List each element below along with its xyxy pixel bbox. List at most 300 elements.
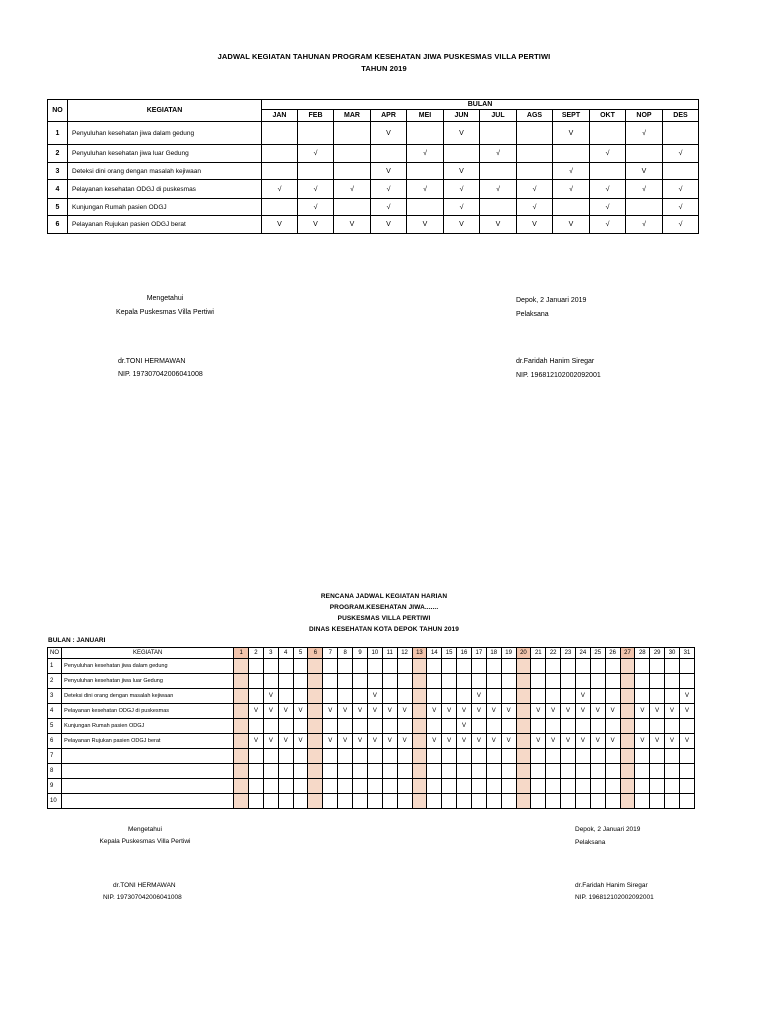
row-number: 4 bbox=[48, 180, 68, 199]
month-header-apr: APR bbox=[371, 110, 407, 122]
day-cell bbox=[382, 749, 397, 764]
day-cell bbox=[457, 674, 472, 689]
day-cell bbox=[486, 779, 501, 794]
day-mark-cell: V bbox=[338, 734, 353, 749]
day-mark-cell: V bbox=[546, 734, 561, 749]
day-header-13: 13 bbox=[412, 648, 427, 659]
day-cell bbox=[516, 659, 531, 674]
schedule-mark-cell: √ bbox=[517, 199, 553, 216]
activity-name bbox=[62, 749, 234, 764]
day-cell bbox=[546, 719, 561, 734]
day-cell bbox=[308, 794, 323, 809]
day-cell bbox=[353, 659, 368, 674]
day-cell bbox=[546, 674, 561, 689]
day-mark-cell: V bbox=[293, 704, 308, 719]
schedule-mark-cell bbox=[334, 163, 371, 180]
day-mark-cell: V bbox=[665, 734, 680, 749]
day-mark-cell: V bbox=[338, 704, 353, 719]
month-header-jul: JUL bbox=[480, 110, 517, 122]
day-cell bbox=[471, 674, 486, 689]
day-cell bbox=[665, 794, 680, 809]
day-cell bbox=[397, 674, 412, 689]
day-cell bbox=[486, 719, 501, 734]
day-cell bbox=[442, 779, 457, 794]
day-mark-cell: V bbox=[382, 704, 397, 719]
day-cell bbox=[561, 749, 576, 764]
day-cell bbox=[427, 674, 442, 689]
daily-sig-right-name: dr.Faridah Hanim Siregar bbox=[575, 882, 648, 889]
activity-name: Penyuluhan kesehatan jiwa dalam gedung bbox=[62, 659, 234, 674]
activity-name: Pelayanan kesehatan ODGJ di puskesmas bbox=[68, 180, 262, 199]
day-cell bbox=[278, 674, 293, 689]
day-cell bbox=[546, 749, 561, 764]
day-cell bbox=[353, 719, 368, 734]
schedule-mark-cell: √ bbox=[298, 180, 334, 199]
day-cell bbox=[263, 764, 278, 779]
day-cell bbox=[323, 659, 338, 674]
row-number: 10 bbox=[48, 794, 62, 809]
activity-name bbox=[62, 794, 234, 809]
day-cell bbox=[561, 794, 576, 809]
day-mark-cell: V bbox=[679, 734, 694, 749]
day-cell bbox=[338, 659, 353, 674]
day-cell bbox=[249, 719, 264, 734]
schedule-mark-cell: √ bbox=[626, 180, 663, 199]
day-header-5: 5 bbox=[293, 648, 308, 659]
row-number: 8 bbox=[48, 764, 62, 779]
day-cell bbox=[590, 659, 605, 674]
schedule-mark-cell bbox=[334, 145, 371, 163]
schedule-mark-cell bbox=[334, 122, 371, 145]
day-header-8: 8 bbox=[338, 648, 353, 659]
daily-row-3 bbox=[48, 689, 695, 704]
row-number: 3 bbox=[48, 163, 68, 180]
day-header-9: 9 bbox=[353, 648, 368, 659]
schedule-mark-cell bbox=[262, 145, 298, 163]
schedule-mark-cell: √ bbox=[371, 180, 407, 199]
day-mark-cell: V bbox=[442, 704, 457, 719]
day-cell bbox=[278, 764, 293, 779]
activity-name: Pelayanan Rujukan pasien ODGJ berat bbox=[62, 734, 234, 749]
annual-sig-left-line2: Kepala Puskesmas Villa Pertiwi bbox=[116, 309, 214, 316]
day-cell bbox=[353, 749, 368, 764]
day-cell bbox=[234, 764, 249, 779]
day-cell bbox=[412, 659, 427, 674]
day-mark-cell: V bbox=[323, 704, 338, 719]
daily-sig-left-nip: NIP. 197307042006041008 bbox=[103, 894, 182, 901]
day-cell bbox=[427, 764, 442, 779]
day-cell bbox=[249, 764, 264, 779]
day-cell bbox=[382, 674, 397, 689]
annual-sig-right-line2: Pelaksana bbox=[516, 311, 549, 318]
day-header-6: 6 bbox=[308, 648, 323, 659]
daily-title-4: DINAS KESEHATAN KOTA DEPOK TAHUN 2019 bbox=[309, 626, 459, 633]
day-cell bbox=[442, 794, 457, 809]
day-mark-cell: V bbox=[249, 734, 264, 749]
day-header-11: 11 bbox=[382, 648, 397, 659]
day-mark-cell: V bbox=[575, 689, 590, 704]
day-cell bbox=[367, 794, 382, 809]
day-cell bbox=[234, 749, 249, 764]
annual-sig-left-line1: Mengetahui bbox=[146, 295, 184, 302]
day-cell bbox=[397, 659, 412, 674]
day-cell bbox=[605, 719, 620, 734]
day-mark-cell: V bbox=[442, 734, 457, 749]
day-mark-cell: V bbox=[367, 704, 382, 719]
schedule-mark-cell bbox=[407, 122, 444, 145]
row-number: 5 bbox=[48, 719, 62, 734]
schedule-mark-cell: √ bbox=[553, 163, 590, 180]
day-cell bbox=[249, 659, 264, 674]
schedule-mark-cell: V bbox=[407, 216, 444, 234]
schedule-mark-cell: √ bbox=[517, 180, 553, 199]
day-cell bbox=[338, 749, 353, 764]
daily-row-2 bbox=[48, 674, 695, 689]
day-cell bbox=[412, 779, 427, 794]
schedule-mark-cell: √ bbox=[444, 180, 480, 199]
month-header-mei: MEI bbox=[407, 110, 444, 122]
day-mark-cell: V bbox=[471, 689, 486, 704]
schedule-mark-cell: √ bbox=[298, 199, 334, 216]
row-number: 1 bbox=[48, 122, 68, 145]
day-cell bbox=[501, 659, 516, 674]
schedule-mark-cell: V bbox=[262, 216, 298, 234]
day-cell bbox=[575, 764, 590, 779]
day-mark-cell: V bbox=[278, 734, 293, 749]
schedule-mark-cell bbox=[407, 163, 444, 180]
day-cell bbox=[427, 779, 442, 794]
day-cell bbox=[412, 794, 427, 809]
day-cell bbox=[308, 674, 323, 689]
schedule-mark-cell: √ bbox=[553, 180, 590, 199]
day-cell bbox=[293, 794, 308, 809]
day-cell bbox=[397, 749, 412, 764]
day-cell bbox=[590, 764, 605, 779]
day-mark-cell: V bbox=[531, 734, 546, 749]
schedule-mark-cell bbox=[480, 199, 517, 216]
schedule-mark-cell bbox=[480, 163, 517, 180]
day-mark-cell: V bbox=[263, 689, 278, 704]
day-cell bbox=[486, 749, 501, 764]
day-cell bbox=[397, 689, 412, 704]
day-cell bbox=[590, 794, 605, 809]
day-header-27: 27 bbox=[620, 648, 635, 659]
daily-schedule-table bbox=[47, 647, 695, 809]
day-cell bbox=[249, 779, 264, 794]
day-cell bbox=[457, 689, 472, 704]
schedule-mark-cell bbox=[590, 163, 626, 180]
annual-year: TAHUN 2019 bbox=[361, 64, 407, 73]
day-cell bbox=[442, 674, 457, 689]
day-cell bbox=[249, 674, 264, 689]
day-header-22: 22 bbox=[546, 648, 561, 659]
day-cell bbox=[308, 719, 323, 734]
day-mark-cell: V bbox=[353, 734, 368, 749]
day-mark-cell: V bbox=[367, 689, 382, 704]
day-cell bbox=[531, 779, 546, 794]
day-cell bbox=[590, 749, 605, 764]
day-cell bbox=[516, 704, 531, 719]
day-mark-cell: V bbox=[590, 734, 605, 749]
schedule-mark-cell: V bbox=[444, 122, 480, 145]
day-mark-cell: V bbox=[486, 704, 501, 719]
day-cell bbox=[561, 689, 576, 704]
schedule-mark-cell: √ bbox=[371, 199, 407, 216]
daily-sig-right-line2: Pelaksana bbox=[575, 839, 606, 846]
schedule-mark-cell: √ bbox=[444, 199, 480, 216]
schedule-mark-cell bbox=[626, 145, 663, 163]
day-cell bbox=[635, 749, 650, 764]
schedule-mark-cell: √ bbox=[590, 180, 626, 199]
day-cell bbox=[635, 779, 650, 794]
day-mark-cell: V bbox=[263, 704, 278, 719]
day-cell bbox=[263, 749, 278, 764]
schedule-mark-cell: V bbox=[371, 163, 407, 180]
day-cell bbox=[263, 719, 278, 734]
day-cell bbox=[679, 719, 694, 734]
day-cell bbox=[516, 794, 531, 809]
day-mark-cell: V bbox=[471, 734, 486, 749]
day-cell bbox=[397, 719, 412, 734]
annual-schedule-table bbox=[47, 99, 699, 234]
month-header-feb: FEB bbox=[298, 110, 334, 122]
day-cell bbox=[635, 659, 650, 674]
day-header-15: 15 bbox=[442, 648, 457, 659]
schedule-mark-cell bbox=[553, 199, 590, 216]
day-mark-cell: V bbox=[590, 704, 605, 719]
day-cell bbox=[665, 779, 680, 794]
schedule-mark-cell bbox=[407, 199, 444, 216]
day-cell bbox=[263, 659, 278, 674]
day-cell bbox=[412, 704, 427, 719]
daily-title-3: PUSKESMAS VILLA PERTIWI bbox=[337, 615, 431, 622]
activity-name: Pelayanan kesehatan ODGJ di puskesmas bbox=[62, 704, 234, 719]
day-mark-cell: V bbox=[650, 704, 665, 719]
day-cell bbox=[665, 719, 680, 734]
schedule-mark-cell bbox=[480, 122, 517, 145]
activity-name bbox=[62, 764, 234, 779]
day-header-17: 17 bbox=[471, 648, 486, 659]
day-cell bbox=[575, 674, 590, 689]
day-cell bbox=[620, 779, 635, 794]
row-number: 3 bbox=[48, 689, 62, 704]
month-header-des: DES bbox=[663, 110, 699, 122]
daily-sig-left-name: dr.TONI HERMAWAN bbox=[113, 882, 176, 889]
row-number: 9 bbox=[48, 779, 62, 794]
schedule-mark-cell: √ bbox=[590, 199, 626, 216]
day-cell bbox=[263, 794, 278, 809]
day-header-16: 16 bbox=[457, 648, 472, 659]
day-cell bbox=[501, 674, 516, 689]
day-cell bbox=[367, 779, 382, 794]
schedule-mark-cell: √ bbox=[663, 199, 699, 216]
schedule-mark-cell bbox=[262, 163, 298, 180]
day-mark-cell: V bbox=[679, 689, 694, 704]
day-cell bbox=[590, 689, 605, 704]
schedule-mark-cell: √ bbox=[334, 180, 371, 199]
month-header-sept: SEPT bbox=[553, 110, 590, 122]
day-cell bbox=[234, 719, 249, 734]
day-cell bbox=[620, 659, 635, 674]
day-cell bbox=[605, 794, 620, 809]
day-cell bbox=[367, 719, 382, 734]
activity-name: Penyuluhan kesehatan jiwa dalam gedung bbox=[68, 122, 262, 145]
day-cell bbox=[531, 794, 546, 809]
day-cell bbox=[412, 764, 427, 779]
day-header-29: 29 bbox=[650, 648, 665, 659]
day-mark-cell: V bbox=[650, 734, 665, 749]
day-cell bbox=[531, 764, 546, 779]
schedule-mark-cell bbox=[298, 122, 334, 145]
schedule-mark-cell: √ bbox=[590, 145, 626, 163]
day-header-3: 3 bbox=[263, 648, 278, 659]
day-cell bbox=[293, 719, 308, 734]
day-cell bbox=[308, 779, 323, 794]
day-mark-cell: V bbox=[561, 734, 576, 749]
schedule-mark-cell bbox=[298, 163, 334, 180]
day-cell bbox=[263, 779, 278, 794]
row-number: 2 bbox=[48, 674, 62, 689]
day-mark-cell: V bbox=[486, 734, 501, 749]
schedule-mark-cell: √ bbox=[663, 216, 699, 234]
day-mark-cell: V bbox=[397, 734, 412, 749]
day-cell bbox=[620, 749, 635, 764]
schedule-mark-cell bbox=[334, 199, 371, 216]
schedule-mark-cell bbox=[663, 163, 699, 180]
day-cell bbox=[367, 749, 382, 764]
daily-month-label: BULAN : JANUARI bbox=[48, 637, 106, 644]
col-kegiatan: KEGIATAN bbox=[62, 648, 234, 659]
day-mark-cell: V bbox=[679, 704, 694, 719]
schedule-mark-cell: V bbox=[480, 216, 517, 234]
annual-sig-left-name: dr.TONI HERMAWAN bbox=[118, 358, 186, 365]
schedule-mark-cell bbox=[553, 145, 590, 163]
annual-row-3 bbox=[48, 163, 699, 180]
day-cell bbox=[308, 659, 323, 674]
daily-row-9 bbox=[48, 779, 695, 794]
day-cell bbox=[620, 734, 635, 749]
schedule-mark-cell: √ bbox=[407, 180, 444, 199]
day-mark-cell: V bbox=[457, 704, 472, 719]
day-cell bbox=[278, 689, 293, 704]
day-cell bbox=[293, 689, 308, 704]
day-cell bbox=[367, 659, 382, 674]
day-cell bbox=[635, 689, 650, 704]
day-cell bbox=[308, 749, 323, 764]
day-mark-cell: V bbox=[457, 719, 472, 734]
day-cell bbox=[650, 659, 665, 674]
annual-sig-right-nip: NIP. 196812102002092001 bbox=[516, 372, 601, 379]
activity-name: Deteksi dini orang dengan masalah kejiwaan bbox=[68, 163, 262, 180]
schedule-mark-cell bbox=[262, 199, 298, 216]
day-mark-cell: V bbox=[665, 704, 680, 719]
schedule-mark-cell: √ bbox=[480, 145, 517, 163]
day-cell bbox=[338, 764, 353, 779]
day-cell bbox=[234, 704, 249, 719]
day-cell bbox=[471, 659, 486, 674]
day-mark-cell: V bbox=[605, 704, 620, 719]
day-cell bbox=[397, 779, 412, 794]
schedule-mark-cell bbox=[262, 122, 298, 145]
day-cell bbox=[620, 764, 635, 779]
daily-sig-left-line2: Kepala Puskesmas Villa Pertiwi bbox=[99, 838, 191, 845]
day-cell bbox=[501, 749, 516, 764]
day-cell bbox=[427, 689, 442, 704]
activity-name: Kunjungan Rumah pasien ODGJ bbox=[68, 199, 262, 216]
day-cell bbox=[234, 794, 249, 809]
day-cell bbox=[249, 689, 264, 704]
schedule-mark-cell: √ bbox=[663, 180, 699, 199]
day-cell bbox=[605, 779, 620, 794]
activity-name: Deteksi dini orang dengan masalah kejiwaan bbox=[62, 689, 234, 704]
day-cell bbox=[382, 659, 397, 674]
annual-row-2 bbox=[48, 145, 699, 163]
month-header-nop: NOP bbox=[626, 110, 663, 122]
day-cell bbox=[471, 764, 486, 779]
row-number: 7 bbox=[48, 749, 62, 764]
schedule-mark-cell: √ bbox=[298, 145, 334, 163]
schedule-mark-cell: V bbox=[517, 216, 553, 234]
day-cell bbox=[234, 779, 249, 794]
day-cell bbox=[338, 719, 353, 734]
schedule-mark-cell: V bbox=[444, 216, 480, 234]
day-cell bbox=[486, 764, 501, 779]
day-cell bbox=[620, 689, 635, 704]
activity-name: Penyuluhan kesehatan jiwa luar Gedung bbox=[68, 145, 262, 163]
day-mark-cell: V bbox=[397, 704, 412, 719]
day-cell bbox=[650, 749, 665, 764]
day-cell bbox=[442, 659, 457, 674]
day-cell bbox=[471, 719, 486, 734]
day-cell bbox=[234, 734, 249, 749]
day-mark-cell: V bbox=[353, 704, 368, 719]
schedule-mark-cell bbox=[517, 163, 553, 180]
day-cell bbox=[516, 764, 531, 779]
annual-row-1 bbox=[48, 122, 699, 145]
day-cell bbox=[605, 749, 620, 764]
day-cell bbox=[590, 674, 605, 689]
day-header-18: 18 bbox=[486, 648, 501, 659]
row-number: 5 bbox=[48, 199, 68, 216]
schedule-mark-cell: V bbox=[444, 163, 480, 180]
day-cell bbox=[546, 764, 561, 779]
day-mark-cell: V bbox=[605, 734, 620, 749]
day-cell bbox=[679, 764, 694, 779]
day-cell bbox=[442, 749, 457, 764]
day-cell bbox=[605, 689, 620, 704]
day-cell bbox=[293, 764, 308, 779]
day-cell bbox=[293, 749, 308, 764]
daily-row-10 bbox=[48, 794, 695, 809]
day-cell bbox=[575, 779, 590, 794]
schedule-mark-cell bbox=[590, 122, 626, 145]
day-cell bbox=[501, 689, 516, 704]
day-cell bbox=[605, 659, 620, 674]
schedule-mark-cell: √ bbox=[626, 216, 663, 234]
day-cell bbox=[293, 779, 308, 794]
day-mark-cell: V bbox=[501, 704, 516, 719]
day-cell bbox=[442, 689, 457, 704]
day-cell bbox=[397, 794, 412, 809]
day-cell bbox=[323, 779, 338, 794]
schedule-mark-cell bbox=[371, 145, 407, 163]
day-cell bbox=[635, 764, 650, 779]
day-cell bbox=[516, 719, 531, 734]
col-no: NO bbox=[48, 648, 62, 659]
day-cell bbox=[486, 674, 501, 689]
day-cell bbox=[620, 719, 635, 734]
day-header-23: 23 bbox=[561, 648, 576, 659]
